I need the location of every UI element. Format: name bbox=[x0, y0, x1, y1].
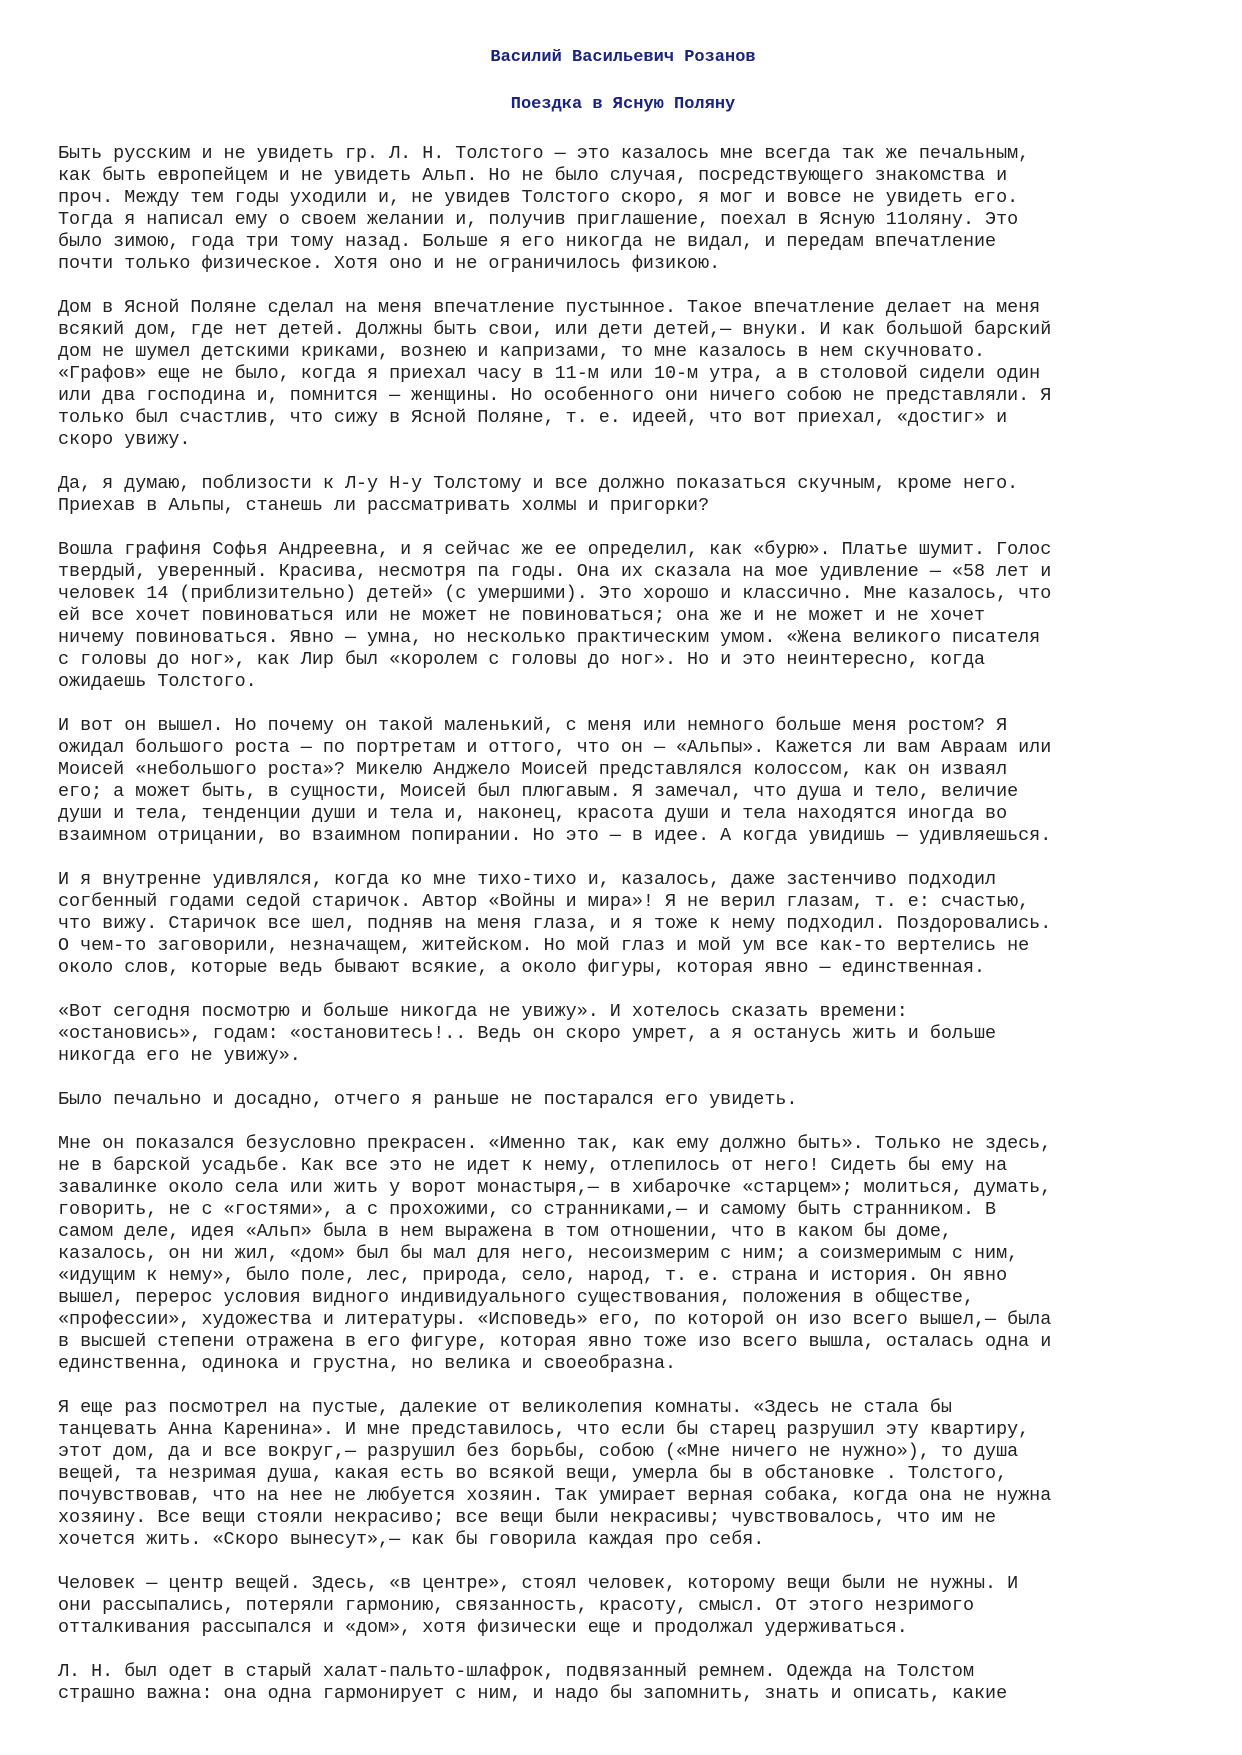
paragraph bbox=[58, 869, 1188, 979]
paragraph bbox=[58, 1089, 1188, 1111]
text-line: И вот он вышел. Но почему он такой маленький, с меня или немного больше меня ростом? Я bbox=[58, 715, 1008, 736]
paragraph bbox=[58, 715, 1188, 847]
paragraph bbox=[58, 539, 1188, 693]
text-line: хозяину. Все вещи стояли некрасиво; все вещи были некрасивы; чувствовалось, что им не bbox=[58, 1507, 997, 1528]
text-line: около слов, которые ведь бывают всякие, а около фигуры, которая явно — единственная. bbox=[58, 957, 986, 978]
text-line: не в барской усадьбе. Как все это не идет к нему, отлепилось от него! Сидеть бы ему на bbox=[58, 1155, 1008, 1176]
text-line: «профессии», художества и литературы. «Исповедь» его, по которой он изо всего вышел,— была bbox=[58, 1309, 1052, 1330]
paragraph bbox=[58, 1397, 1188, 1551]
paragraph bbox=[58, 1573, 1188, 1639]
paragraph bbox=[58, 1133, 1188, 1375]
text-line: Мне он показался безусловно прекрасен. «Именно так, как ему должно быть». Только не здесь, bbox=[58, 1133, 1052, 1154]
paragraph bbox=[58, 473, 1188, 517]
text-line: его; а может быть, в сущности, Моисей был плюгавым. Я замечал, что душа и тело, величие bbox=[58, 781, 1019, 802]
document-title: Поездка в Ясную Поляну bbox=[510, 95, 736, 114]
text-line: казалось, он ни жил, «дом» был бы мал для него, несоизмерим с ним; а соизмеримым с ним, bbox=[58, 1243, 1019, 1264]
text-line: человек 14 (приблизительно) детей» (с умершими). Это хорошо и классично. Мне казалось, что bbox=[58, 583, 1052, 604]
author-name: Василий Васильевич Розанов bbox=[490, 48, 756, 67]
text-line: согбенный годами седой старичок. Автор «Войны и мира»! Я не верил глазам, т. е: счастью, bbox=[58, 891, 1030, 912]
text-line: ей все хочет повиноваться или не может не повиноваться; она же и не может и не хочет bbox=[58, 605, 986, 626]
text-line: почти только физическое. Хотя оно и не ограничилось физикою. bbox=[58, 253, 721, 274]
text-line: вещей, та незримая душа, какая есть во всякой вещи, умерла бы в обстановке . Толстого, bbox=[58, 1463, 1008, 1484]
text-line: «остановись», годам: «остановитесь!.. Ведь он скоро умрет, а я останусь жить и больше bbox=[58, 1023, 997, 1044]
paragraph bbox=[58, 1661, 1188, 1705]
text-line: в высшей степени отражена в его фигуре, которая явно тоже изо всего вышла, осталась одна и bbox=[58, 1331, 1052, 1352]
text-line: Тогда я написал ему о своем желании и, получив приглашение, поехал в Ясную 11оляну. Это bbox=[58, 209, 1019, 230]
text-body bbox=[58, 143, 1188, 1705]
text-line: Дом в Ясной Поляне сделал на меня впечатление пустынное. Такое впечатление делает на меня bbox=[58, 297, 1041, 318]
text-line: твердый, уверенный. Красива, несмотря па годы. Она их сказала на мое удивление — «58 лет и bbox=[58, 561, 1052, 582]
text-line: Да, я думаю, поблизости к Л-у Н-у Толстому и все должно показаться скучным, кроме него. bbox=[58, 473, 1019, 494]
text-line: страшно важна: она одна гармонирует с ним, и надо бы запомнить, знать и описать, какие bbox=[58, 1683, 1008, 1704]
text-line: дом не шумел детскими криками, вознею и капризами, то мне казалось в нем скучновато. bbox=[58, 341, 986, 362]
text-line: проч. Между тем годы уходили и, не увидев Толстого скоро, я мог и вовсе не увидеть его. bbox=[58, 187, 1019, 208]
text-line: Быть русским и не увидеть гр. Л. Н. Толстого — это казалось мне всегда так же печальным, bbox=[58, 143, 1030, 164]
text-line: хочется жить. «Скоро вынесут»,— как бы говорила каждая про себя. bbox=[58, 1529, 765, 1550]
text-line: этот дом, да и все вокруг,— разрушил без борьбы, собою («Мне ничего не нужно»), то душа bbox=[58, 1441, 1019, 1462]
text-line: самом деле, идея «Альп» была в нем выражена в том отношении, что в каком бы доме, bbox=[58, 1221, 952, 1242]
text-line: «Вот сегодня посмотрю и больше никогда не увижу». И хотелось сказать времени: bbox=[58, 1001, 908, 1022]
text-line: танцевать Анна Каренина». И мне представилось, что если бы старец разрушил эту квартиру, bbox=[58, 1419, 1030, 1440]
text-line: почувствовав, что на нее не любуется хозяин. Так умирает верная собака, когда она не нужна bbox=[58, 1485, 1052, 1506]
paragraph bbox=[58, 1001, 1188, 1067]
text-line: никогда его не увижу». bbox=[58, 1045, 301, 1066]
text-line: что вижу. Старичок все шел, подняв на меня глаза, и я тоже к нему подходил. Поздоровались. bbox=[58, 913, 1052, 934]
text-line: говорить, не с «гостями», а с прохожими, со странниками,— и самому быть странником. В bbox=[58, 1199, 997, 1220]
document-page bbox=[58, 40, 1188, 1727]
text-line: ожидаешь Толстого. bbox=[58, 671, 257, 692]
text-line: скоро увижу. bbox=[58, 429, 191, 450]
text-line: Я еще раз посмотрел на пустые, далекие от великолепия комнаты. «Здесь не стала бы bbox=[58, 1397, 952, 1418]
text-line: «Графов» еще не было, когда я приехал часу в 11-м или 10-м утра, а в столовой сидели один bbox=[58, 363, 1041, 384]
text-line: Человек — центр вещей. Здесь, «в центре», стоял человек, которому вещи были не нужны. И bbox=[58, 1573, 1019, 1594]
text-line: или два господина и, помнится — женщины. Но особенного они ничего собою не представляли. Я bbox=[58, 385, 1052, 406]
text-line: только был счастлив, что сижу в Ясной Поляне, т. е. идеей, что вот приехал, «достиг» и bbox=[58, 407, 1008, 428]
text-line: О чем-то заговорили, незначащем, житейском. Но мой глаз и мой ум все как-то вертелись не bbox=[58, 935, 1030, 956]
text-line: отталкивания рассыпался и «дом», хотя физически еще и продолжал удерживаться. bbox=[58, 1617, 908, 1638]
text-line: «идущим к нему», было поле, лес, природа, село, народ, т. е. страна и история. Он явно bbox=[58, 1265, 1008, 1286]
paragraph bbox=[58, 143, 1188, 275]
text-line: Вошла графиня Софья Андреевна, и я сейчас же ее определил, как «бурю». Платье шумит. Голос bbox=[58, 539, 1052, 560]
text-line: завалинке около села или жить у ворот монастыря,— в хибарочке «старцем»; молиться, думать, bbox=[58, 1177, 1052, 1198]
text-line: было зимою, года три тому назад. Больше я его никогда не видал, и передам впечатление bbox=[58, 231, 997, 252]
text-line: единственна, одинока и грустна, но велика и своеобразна. bbox=[58, 1353, 677, 1374]
text-line: они рассыпались, потеряли гармонию, связанность, красоту, смысл. От этого незримого bbox=[58, 1595, 975, 1616]
text-line: Моисей «небольшого роста»? Микелю Анджело Моисей представлялся колоссом, как он изваял bbox=[58, 759, 1008, 780]
text-line: всякий дом, где нет детей. Должны быть свои, или дети детей,— внуки. И как большой барский bbox=[58, 319, 1052, 340]
paragraph bbox=[58, 297, 1188, 451]
text-line: вышел, перерос условия видного индивидуального существования, положения в обществе, bbox=[58, 1287, 975, 1308]
text-line: взаимном отрицании, во взаимном попирании. Но это — в идее. А когда увидишь — удивляешься. bbox=[58, 825, 1052, 846]
text-line: ничему повиноваться. Явно — умна, но несколько практическим умом. «Жена великого писателя bbox=[58, 627, 1041, 648]
text-line: как быть европейцем и не увидеть Альп. Но не было случая, посредствующего знакомства и bbox=[58, 165, 1008, 186]
text-line: Было печально и досадно, отчего я раньше не постарался его увидеть. bbox=[58, 1089, 798, 1110]
text-line: Л. Н. был одет в старый халат-пальто-шлафрок, подвязанный ремнем. Одежда на Толстом bbox=[58, 1661, 975, 1682]
text-line: души и тела, тенденции души и тела и, наконец, красота души и тела находятся иногда во bbox=[58, 803, 1008, 824]
text-line: И я внутренне удивлялся, когда ко мне тихо-тихо и, казалось, даже застенчиво подходил bbox=[58, 869, 997, 890]
text-line: ожидал большого роста — по портретам и оттого, что он — «Альпы». Кажется ли вам Авраам или bbox=[58, 737, 1052, 758]
text-line: с головы до ног», как Лир был «королем с головы до ног». Но и это неинтересно, когда bbox=[58, 649, 986, 670]
text-line: Приехав в Альпы, станешь ли рассматривать холмы и пригорки? bbox=[58, 495, 710, 516]
